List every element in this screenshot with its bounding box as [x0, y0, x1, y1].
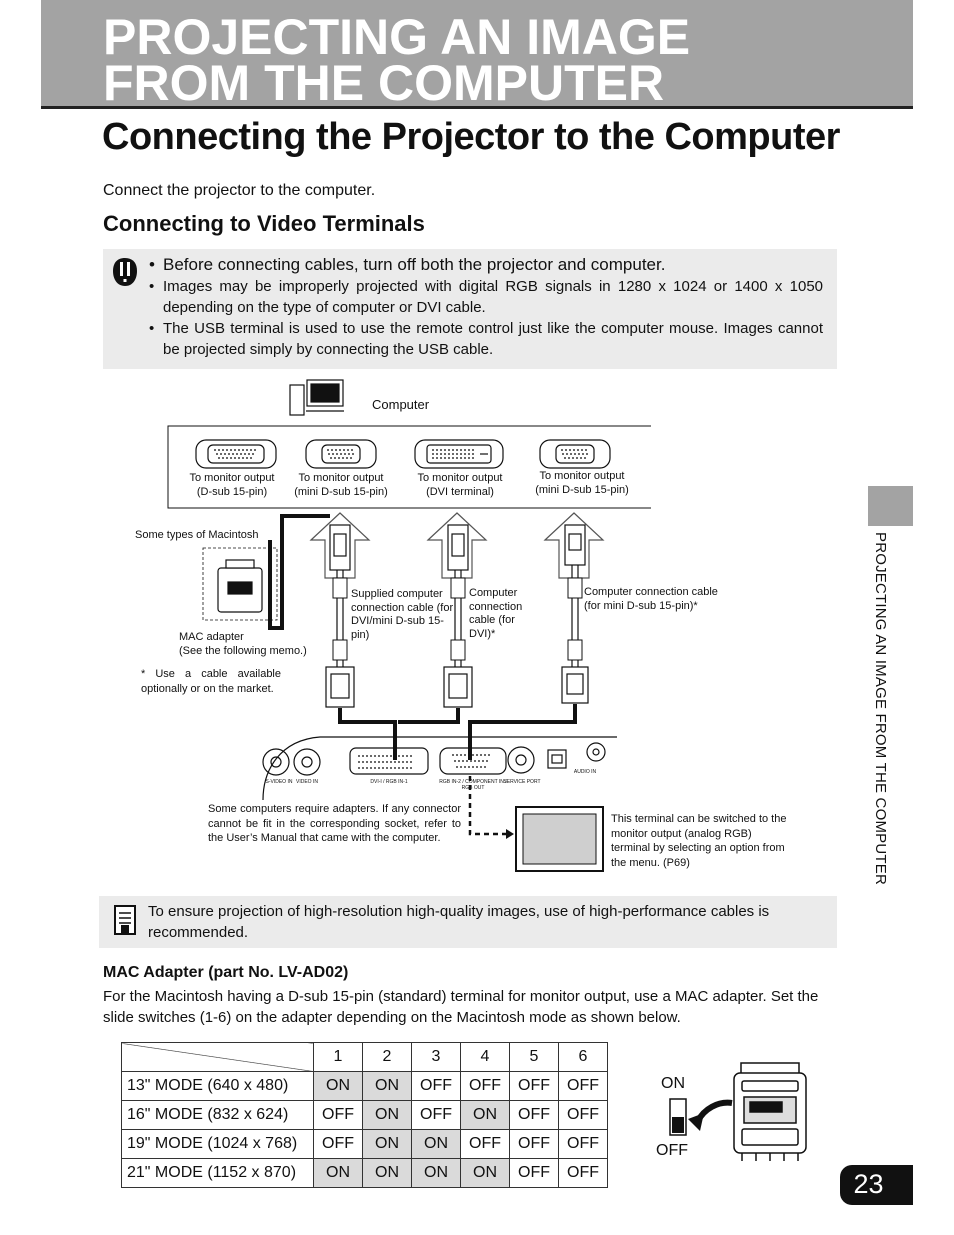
mac-adapter-label-line1: MAC adapter	[179, 631, 244, 643]
mac-adapter-description: For the Macintosh having a D-sub 15-pin (standard) terminal for monitor output, use a MAC adapter. Set the slide switches (1-6) on the adapter depending on the Macintosh mode as shown below.	[103, 988, 819, 1026]
side-tab	[867, 532, 897, 972]
column-header: 4	[461, 1043, 510, 1072]
column-header: 5	[510, 1043, 559, 1072]
switch-cell: OFF	[559, 1072, 608, 1101]
panel-label-audio: AUDIO IN	[573, 769, 597, 775]
monitor-icon	[516, 807, 603, 871]
table-row	[122, 1101, 608, 1130]
mac-adapter-switch-figure	[660, 1055, 820, 1165]
port-label-mini-dsub-line2: (mini D-sub 15-pin)	[294, 485, 388, 498]
computer-icon	[290, 380, 344, 415]
switch-cell: OFF	[559, 1130, 608, 1159]
macintosh-label: Some types of Macintosh	[135, 529, 259, 541]
table-corner	[122, 1043, 314, 1072]
switch-cell: OFF	[559, 1101, 608, 1130]
port-label-dvi	[406, 472, 514, 499]
page-number-badge	[840, 1165, 913, 1205]
switch-cell: ON	[363, 1101, 412, 1130]
memo-text: To ensure projection of high-resolution high-quality images, use of high-performance cables is recommended.	[148, 903, 770, 941]
slide-switch-icon	[670, 1099, 686, 1135]
side-tab-label: PROJECTING AN IMAGE FROM THE COMPUTER	[872, 532, 889, 885]
column-header: 1	[314, 1043, 363, 1072]
port-label-mini-dsub-2-line1: To monitor output	[539, 470, 625, 482]
caution-item: • Images may be improperly projected with digital RGB signals in 1280 x 1024 or 1400 x 1050 depending on the type of computer or DVI cable.	[149, 276, 823, 318]
table-row	[122, 1130, 608, 1159]
memo-icon	[114, 905, 136, 935]
switch-cell: ON	[363, 1130, 412, 1159]
switch-note: This terminal can be switched to the monitor output (analog RGB) terminal by selecting an option from the menu. (P69)	[611, 813, 787, 869]
switch-cell: OFF	[510, 1130, 559, 1159]
cable3-label-line2: (for mini D-sub 15-pin)*	[584, 599, 698, 612]
port-label-dsub-line1: To monitor output	[189, 472, 275, 484]
mac-adapter-label	[179, 631, 307, 658]
panel-label-dvi: DVI-I / RGB IN-1	[370, 779, 408, 785]
cable1-label: Supplied computer connection cable (for DVI/mini D-sub 15-pin)	[351, 588, 454, 641]
switch-cell: OFF	[314, 1130, 363, 1159]
switch-cell: OFF	[412, 1072, 461, 1101]
table-header-row	[122, 1043, 608, 1072]
side-tab-marker	[868, 486, 913, 526]
dsub-port-icon	[196, 440, 276, 468]
switch-cell: OFF	[510, 1072, 559, 1101]
panel-label-service: SERVICE PORT	[503, 779, 541, 785]
switch-cell: ON	[314, 1072, 363, 1101]
mode-cell: 19" MODE (1024 x 768)	[122, 1130, 314, 1159]
cable-note: * Use a cable available optionally or on the market.	[141, 668, 281, 695]
mac-adapter-icon	[734, 1063, 806, 1161]
table-row	[122, 1159, 608, 1188]
switch-cell: OFF	[461, 1072, 510, 1101]
section-title: Connecting the Projector to the Computer	[102, 116, 840, 158]
chapter-title-line2: FROM THE COMPUTER	[103, 55, 665, 111]
port-label-dvi-line2: (DVI terminal)	[426, 485, 494, 498]
panel-label-video: VIDEO IN	[296, 779, 318, 785]
memo-box	[99, 896, 837, 948]
port-label-dvi-line1: To monitor output	[417, 472, 503, 484]
mini-dsub-port-icon	[306, 440, 376, 468]
port-label-mini-dsub-2-line2: (mini D-sub 15-pin)	[535, 483, 629, 496]
column-header: 6	[559, 1043, 608, 1072]
switch-cell: ON	[461, 1159, 510, 1188]
cable2-label: Computer connection cable (for DVI)*	[469, 587, 523, 640]
switch-table	[121, 1042, 608, 1188]
mac-adapter-icon	[218, 560, 262, 612]
switch-off-label: OFF	[656, 1142, 688, 1159]
column-header: 2	[363, 1043, 412, 1072]
mac-adapter-label-line2: (See the following memo.)	[179, 644, 307, 657]
switch-cell: OFF	[412, 1101, 461, 1130]
switch-cell: ON	[412, 1159, 461, 1188]
switch-cell: ON	[314, 1159, 363, 1188]
mode-cell: 21" MODE (1152 x 870)	[122, 1159, 314, 1188]
switch-cell: OFF	[559, 1159, 608, 1188]
panel-label-svideo: S-VIDEO IN	[265, 779, 293, 785]
mode-cell: 16" MODE (832 x 624)	[122, 1101, 314, 1130]
mini-dsub-port-icon	[540, 440, 610, 468]
switch-on-label: ON	[661, 1075, 685, 1092]
computer-label: Computer	[372, 397, 430, 412]
cable-plug-icon	[330, 525, 585, 570]
mode-cell: 13" MODE (640 x 480)	[122, 1072, 314, 1101]
page-number: 23	[853, 1169, 884, 1199]
intro-text: Connect the projector to the computer.	[103, 182, 376, 199]
table-row	[122, 1072, 608, 1101]
curved-arrow	[698, 1103, 732, 1121]
cable-line	[398, 708, 458, 722]
switch-cell: ON	[363, 1072, 412, 1101]
cable3-label	[584, 586, 724, 613]
switch-cell: OFF	[510, 1159, 559, 1188]
panel-label-rgb: RGB IN-2 / COMPONENT IN / RGB OUT	[439, 779, 507, 791]
port-label-dsub-line2: (D-sub 15-pin)	[196, 485, 268, 498]
switch-cell: OFF	[461, 1130, 510, 1159]
caution-item: • Before connecting cables, turn off both the projector and computer.	[149, 254, 823, 276]
adapter-note: Some computers require adapters. If any connector cannot be fit in the corresponding socket, refer to the User’s Manual that came with the computer.	[208, 803, 461, 844]
cable3-label-line1: Computer connection cable	[584, 586, 718, 598]
port-label-dsub	[178, 472, 286, 499]
cable-line	[340, 708, 395, 760]
cable-line	[270, 516, 330, 628]
subsection-title: Connecting to Video Terminals	[103, 211, 425, 236]
chapter-title-line1: PROJECTING AN IMAGE	[103, 9, 691, 65]
mac-adapter-title: MAC Adapter (part No. LV-AD02)	[103, 964, 349, 981]
port-label-mini-dsub	[286, 472, 396, 499]
port-label-mini-dsub-2	[526, 470, 638, 497]
switch-cell: OFF	[510, 1101, 559, 1130]
arrow-head	[506, 829, 514, 839]
column-header: 3	[412, 1043, 461, 1072]
caution-item: • The USB terminal is used to use the remote control just like the computer mouse. Images cannot be projected simply by connecting the USB cable.	[149, 318, 823, 360]
port-label-mini-dsub-line1: To monitor output	[298, 472, 384, 484]
switch-cell: OFF	[314, 1101, 363, 1130]
switch-cell: ON	[461, 1101, 510, 1130]
dvi-port-icon	[415, 440, 503, 468]
projector-terminal-icon	[263, 743, 605, 775]
cable-plug-icon	[326, 667, 588, 707]
switch-cell: ON	[363, 1159, 412, 1188]
switch-cell: ON	[412, 1130, 461, 1159]
cable-line	[470, 704, 575, 760]
